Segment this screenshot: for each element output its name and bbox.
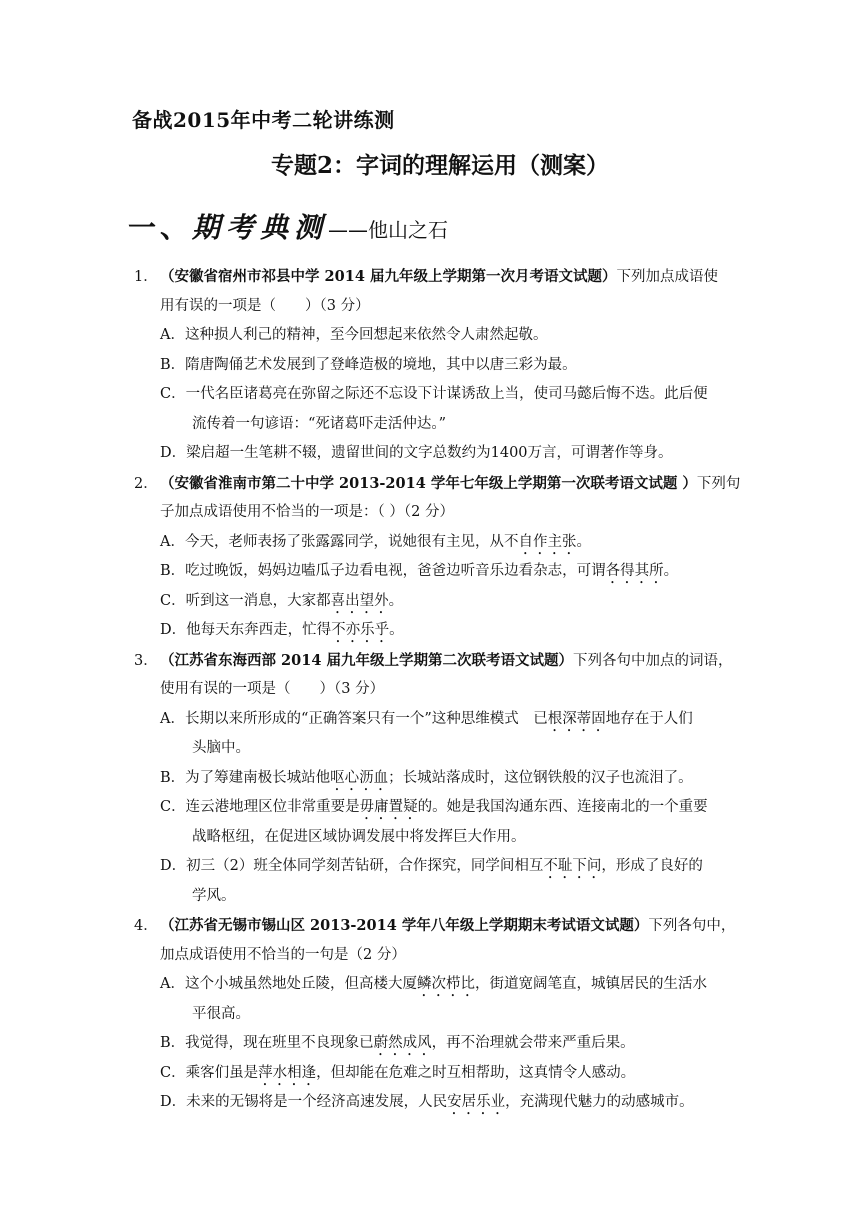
- section-number: 一、: [128, 211, 193, 244]
- question-source: （江苏省无锡市锡山区 2013-2014 学年八年级上学期期末考试语文试题）: [160, 917, 649, 934]
- emphasized-idiom: 呕心沥血: [330, 769, 389, 786]
- question-item: [0, 262, 860, 469]
- emphasized-idiom: 各得其所: [605, 563, 664, 579]
- question-stem-text: 下列句: [696, 475, 741, 492]
- answer-option: D．初三（2）班全体同学刻苦钻研，合作探究，同学间相互不耻下问，形成了良好的: [160, 858, 703, 874]
- question-stem-continued: 使用有误的一项是（ ）（3 分）: [160, 681, 385, 697]
- question-stem-continued: 加点成语使用不恰当的一句是（2 分）: [160, 946, 406, 963]
- answer-option: D．他每天东奔西走，忙得不亦乐乎。: [160, 622, 404, 638]
- answer-option-continued: 平很高。: [192, 1005, 250, 1022]
- question-item: [0, 646, 860, 912]
- question-source: （安徽省淮南市第二十中学 2013-2014 学年七年级上学期第一次联考语文试题 ）: [160, 474, 697, 492]
- answer-option: C．一代名臣诸葛亮在弥留之际还不忘设下计谋诱敌上当，使司马懿后悔不迭。此后便: [160, 386, 708, 402]
- answer-option-continued: 头脑中。: [192, 740, 250, 756]
- answer-option: D．梁启超一生笔耕不辍，遗留世间的文字总数约为1400万言，可谓著作等身。: [160, 445, 673, 461]
- answer-option-continued: 学风。: [192, 887, 236, 904]
- emphasized-idiom: 毋庸置疑: [359, 799, 418, 815]
- section-title: 期考典测: [192, 211, 329, 244]
- question-stem: [0, 262, 860, 292]
- section-subtitle: ——他山之石: [328, 218, 449, 242]
- answer-option: D．未来的无锡将是一个经济高速发展，人民安居乐业，充满现代魅力的动感城市。: [160, 1094, 694, 1110]
- answer-option-continued: 战略枢纽，在促进区域协调发展中将发挥巨大作用。: [192, 828, 526, 845]
- emphasized-idiom: 萍水相逢: [258, 1064, 317, 1081]
- emphasized-idiom: 安居乐业: [447, 1094, 506, 1110]
- answer-option: B．隋唐陶俑艺术发展到了登峰造极的境地，其中以唐三彩为最。: [160, 356, 577, 373]
- document-title: 备战2015年中考二轮讲练测: [132, 108, 395, 132]
- section-heading: [128, 206, 448, 246]
- emphasized-idiom: 自作主张: [518, 533, 577, 550]
- question-source: （江苏省东海西部 2014 届九年级上学期第二次联考语文试题）: [160, 651, 573, 669]
- answer-option: B．为了筹建南极长城站他呕心沥血；长城站落成时，这位钢铁般的汉子也流泪了。: [160, 769, 693, 786]
- question-item: [0, 469, 860, 646]
- question-number: 3．: [134, 652, 158, 669]
- emphasized-idiom: 不亦乐乎: [331, 622, 390, 638]
- topic-title: 专题2：字词的理解运用（测案）: [270, 152, 609, 179]
- emphasized-idiom: 不耻下问: [543, 858, 602, 874]
- emphasized-idiom: 喜出望外: [330, 592, 389, 609]
- question-stem-text: 下列加点成语使: [616, 269, 718, 285]
- answer-option: C．乘客们虽是萍水相逢，但却能在危难之时互相帮助，这真情令人感动。: [160, 1064, 636, 1081]
- question-stem: [0, 911, 860, 941]
- question-stem: [0, 646, 860, 676]
- answer-option: A．今天，老师表扬了张露露同学，说她很有主见，从不自作主张。: [160, 533, 591, 550]
- answer-option: C．连云港地理区位非常重要是毋庸置疑的。她是我国沟通东西、连接南北的一个重要: [160, 799, 708, 815]
- answer-option: C．听到这一消息，大家都喜出望外。: [160, 592, 404, 609]
- question-stem-continued: 子加点成语使用不恰当的一项是：（ ）（2 分）: [160, 504, 454, 520]
- answer-option: A．这个小城虽然地处丘陵，但高楼大厦鳞次栉比，街道宽阔笔直，城镇居民的生活水: [160, 976, 707, 992]
- answer-option: A．长期以来所形成的“正确答案只有一个”这种思维模式 已根深蒂固地存在于人们: [160, 710, 693, 727]
- question-stem-text: 下列各句中，: [648, 918, 736, 934]
- question-stem-text: 下列各句中加点的词语，: [572, 652, 733, 669]
- question-item: [0, 911, 860, 1118]
- answer-option: B．吃过晚饭，妈妈边嗑瓜子边看电视，爸爸边听音乐边看杂志，可谓各得其所。: [160, 563, 679, 579]
- answer-option: B．我觉得，现在班里不良现象已蔚然成风，再不治理就会带来严重后果。: [160, 1035, 635, 1051]
- emphasized-idiom: 鳞次栉比: [416, 976, 475, 992]
- question-stem-continued: 用有误的一项是（ ）（3 分）: [160, 297, 370, 314]
- question-number: 4．: [134, 918, 158, 934]
- question-number: 2．: [134, 475, 158, 492]
- question-number: 1．: [134, 269, 158, 285]
- question-source: （安徽省宿州市祁县中学 2014 届九年级上学期第一次月考语文试题）: [160, 268, 617, 285]
- emphasized-idiom: 根深蒂固: [547, 710, 606, 727]
- answer-option: A．这种损人利己的精神，至今回想起来依然令人肃然起敬。: [160, 327, 548, 343]
- emphasized-idiom: 蔚然成风: [373, 1035, 432, 1051]
- question-list: [0, 262, 860, 1118]
- question-stem: [0, 469, 860, 499]
- answer-option-continued: 流传着一句谚语：“死诸葛吓走活仲达。”: [192, 415, 447, 432]
